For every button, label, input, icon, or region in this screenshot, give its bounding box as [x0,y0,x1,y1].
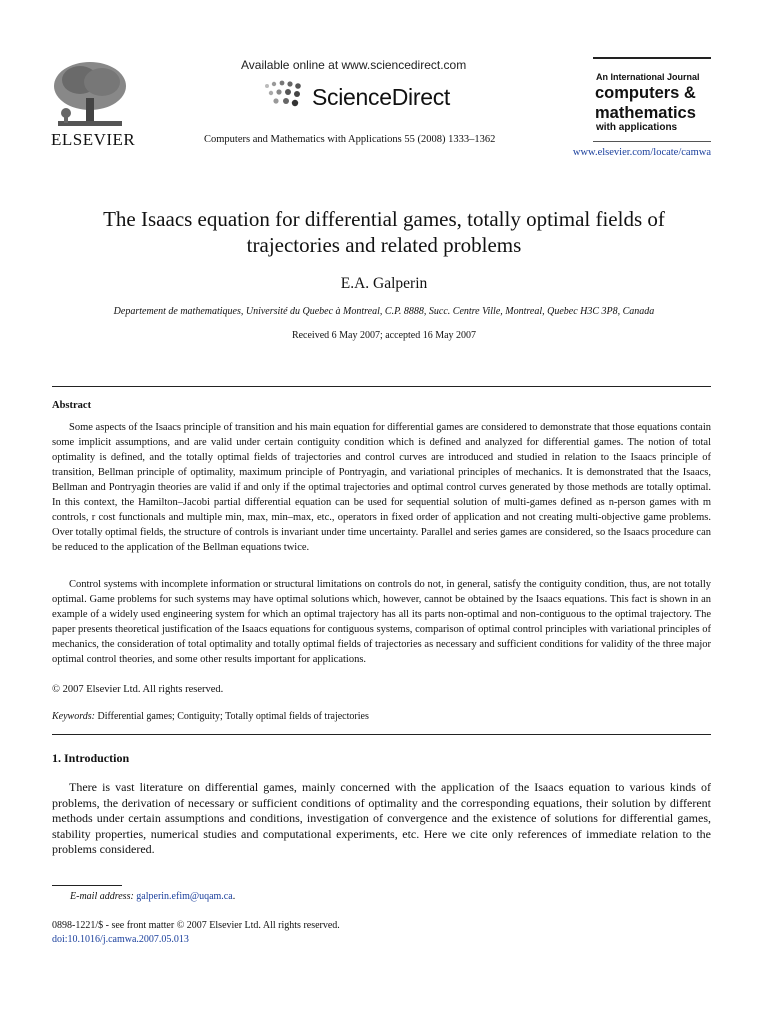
abstract-heading: Abstract [52,400,92,411]
journal-url-link[interactable]: www.elsevier.com/locate/camwa [572,147,711,158]
journal-reference: Computers and Mathematics with Applications 55 (2008) 1333–1362 [204,134,496,145]
article-title-line1: The Isaacs equation for differential games, totally optimal fields of [103,207,665,231]
introduction-paragraph: There is vast literature on differential games, mainly concerned with the application of the Isaacs equation to various kinds of problems, the derivation of necessary or sufficient conditions of optimality and the corresponding equations, their solution by different methods under certain assumptions and conditions, investigation of convergence and the existence of solutions for differential games, stability properties, numerical studies and computational experiments, etc. Here we cite only references of immediate relation to the problems considered. [52,780,711,856]
elsevier-tree-logo-icon [50,58,130,130]
keywords-label: Keywords: [52,711,95,722]
author-name: E.A. Galperin [340,275,428,292]
abstract-top-rule [52,386,711,387]
footnote-email [70,891,235,902]
issn-line: 0898-1221/$ - see front matter © 2007 Elsevier Ltd. All rights reserved. [52,920,340,931]
section-heading-introduction: 1. Introduction [52,751,130,765]
journal-title-line1: computers & [595,84,696,102]
journal-subtitle: with applications [596,122,678,133]
email-label: E-mail address: [70,891,134,902]
keywords-text: Differential games; Contiguity; Totally optimal fields of trajectories [97,711,369,722]
doi-link[interactable]: doi:10.1016/j.camwa.2007.05.013 [52,934,189,945]
abstract-paragraph-2: Control systems with incomplete information or structural limitations on controls do not, in general, satisfy the contiguity condition, thus, are not totally optimal. Game problems for such systems may have optimal solutions which, however, cannot be obtained by the Isaacs equations. This fact is shown in an example of a widely used engineering system for which an optimal trajectory has all its parts non-optimal and non-contiguous to the optimal trajectory. The paper presents theoretical justification of the Isaacs equations for contiguous systems, comparison of optimal control principles with variational principles of mechanics, the consideration of total optimality and totally optimal fields of trajectories as necessary and sufficient conditions for validity of the three major optimal control theories, and some other results important for applications. [52,579,711,665]
email-period: . [232,891,236,902]
article-title-line2: trajectories and related problems [246,233,522,257]
journal-box-bottom-rule [593,141,711,142]
sciencedirect-logo-text: ScienceDirect [312,84,450,110]
available-online-text: Available online at www.sciencedirect.com [241,58,467,72]
journal-title-line2: mathematics [595,104,696,122]
article-title [40,206,728,258]
abstract-bottom-rule [52,734,711,735]
journal-label: An International Journal [596,72,700,82]
author-affiliation: Departement de mathematiques, Université du Quebec à Montreal, C.P. 8888, Succ. Centre Ville, Montreal, Quebec H3C 3P8, Canada [113,306,655,317]
publisher-name: ELSEVIER [51,130,136,149]
keywords-line [52,711,369,722]
footnote-rule [52,885,122,886]
abstract-paragraph-1: Some aspects of the Isaacs principle of transition and his main equation for differential games are considered to demonstrate that those equations contain some implicit assumptions, and are valid under certain contiguity condition which is defined and analyzed for differential games. The notion of total optimality is defined, and the totally optimal fields of trajectories and control curves are introduced and studied in relation to the Isaacs principle of transition, Bellman principle of optimality, maximum principle of Pontryagin, and variational principles of mechanics. It is demonstrated that the Isaacs, Bellman and Pontryagin theories are valid if and only if the optimal trajectories and optimal control curves generated by those methods are totally optimal. In this context, the Hamilton–Jacobi partial differential equation can be used for sequential solution of multi-games defined as n-person games with m controls, r cost functionals and multiple min, max, min–max, etc., operators in fixed order of application and not creating multi-objective game problems. Over totally optimal fields, the structure of controls is invariant under time uncertainty. Parallel and series games are considered, so the Isaacs procedure can be reduced to the application of the Bellman equations twice. [52,422,711,553]
journal-box-top-rule [593,57,711,59]
received-dates: Received 6 May 2007; accepted 16 May 2007 [291,330,477,341]
sciencedirect-dots-icon [262,80,308,108]
email-link[interactable]: galperin.efim@uqam.ca [136,891,233,902]
abstract-copyright: © 2007 Elsevier Ltd. All rights reserved. [52,684,224,695]
